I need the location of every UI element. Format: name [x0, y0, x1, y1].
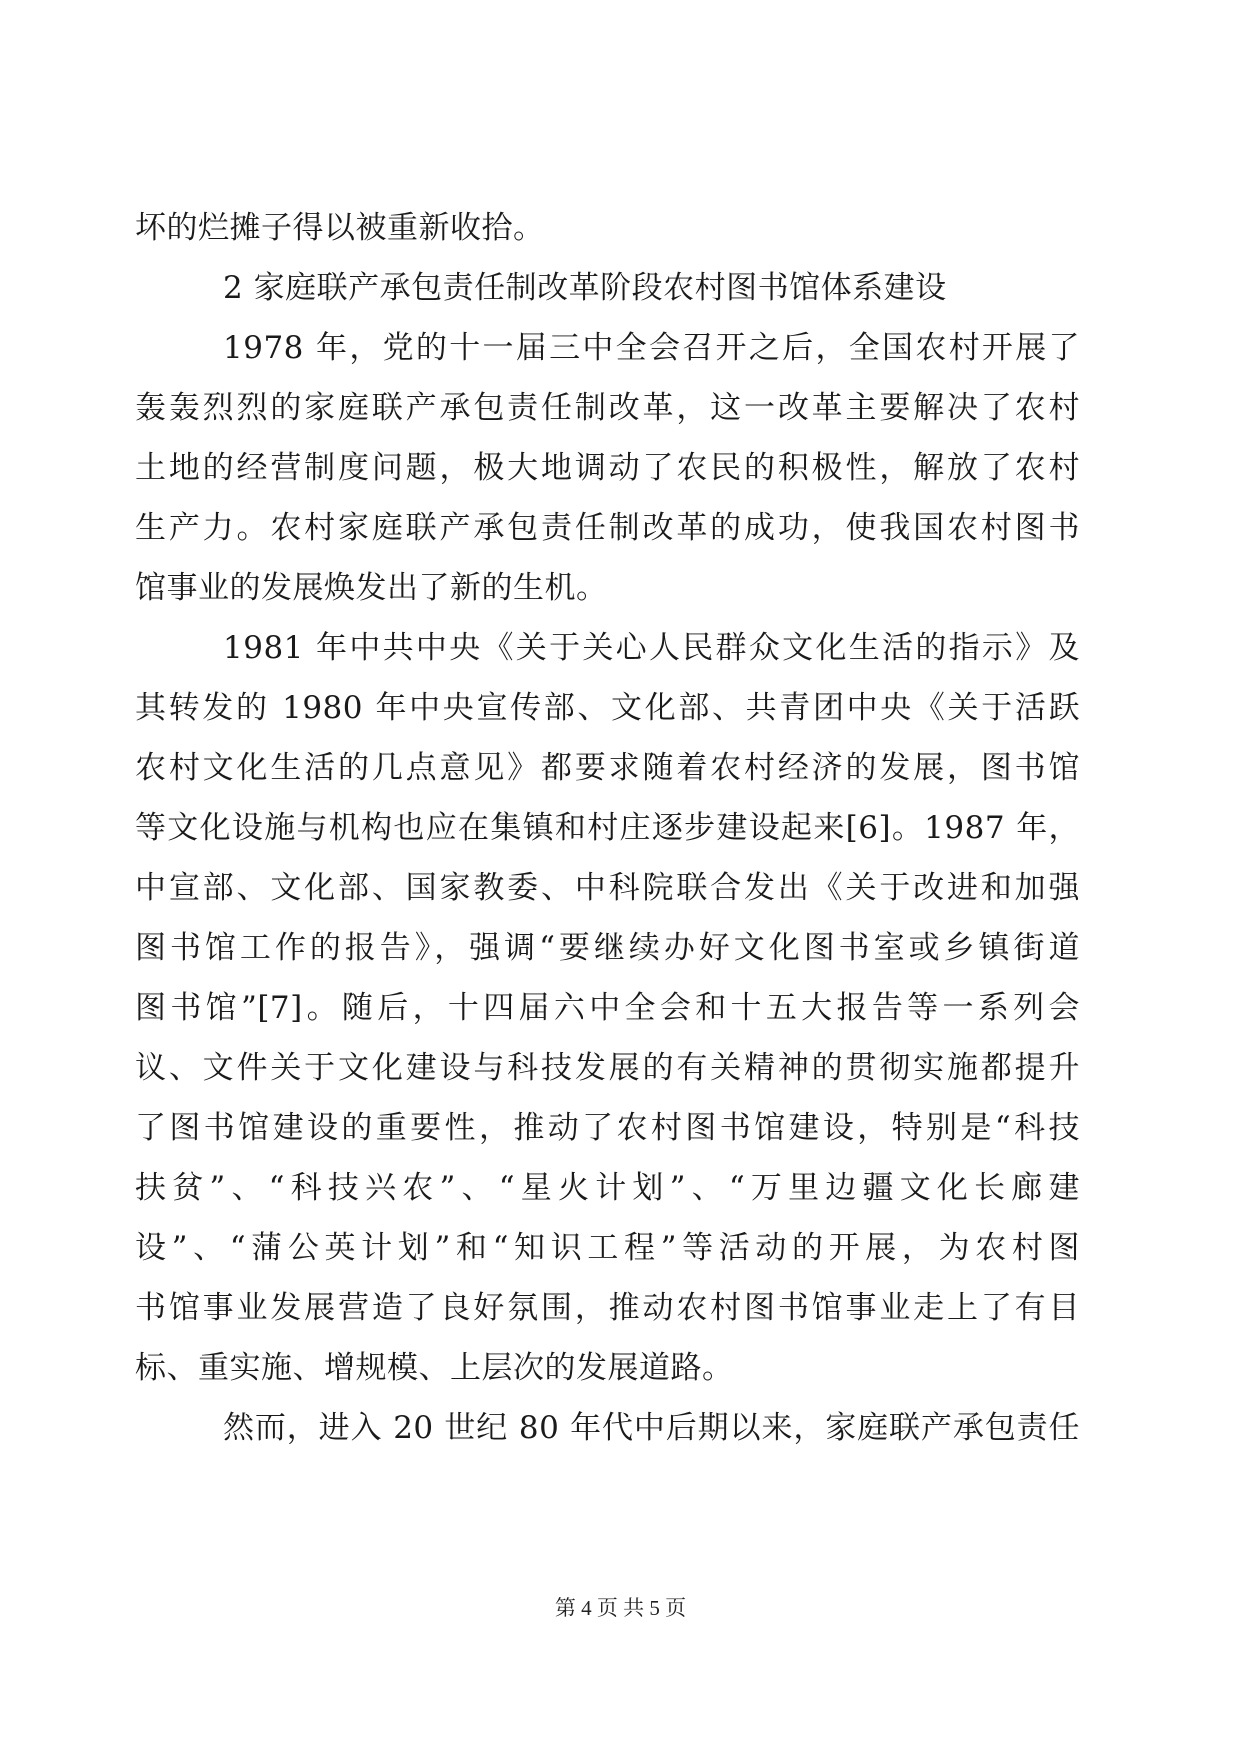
text-line: 标、重实施、增规模、上层次的发展道路。 — [135, 1350, 734, 1386]
text-line: 农村文化生活的几点意见》都要求随着农村经济的发展，图书馆 — [135, 750, 1080, 786]
text-line: 1981 年中共中央《关于关心人民群众文化生活的指示》及 — [223, 630, 1080, 666]
text-line: 坏的烂摊子得以被重新收拾。 — [135, 210, 545, 246]
text-line: 馆事业的发展焕发出了新的生机。 — [135, 570, 608, 606]
document-body — [135, 198, 1080, 1458]
text-line: 图书馆”[7]。随后，十四届六中全会和十五大报告等一系列会 — [135, 990, 1080, 1026]
text-line: 图书馆工作的报告》，强调“要继续办好文化图书室或乡镇街道 — [135, 930, 1080, 966]
text-line: 然而，进入 20 世纪 80 年代中后期以来，家庭联产承包责任 — [223, 1410, 1080, 1446]
text-line: 了图书馆建设的重要性，推动了农村图书馆建设，特别是“科技 — [135, 1110, 1080, 1146]
text-line: 其转发的 1980 年中央宣传部、文化部、共青团中央《关于活跃 — [135, 690, 1080, 726]
page-number-footer: 第 4 页 共 5 页 — [554, 1596, 687, 1620]
text-line: 1978 年，党的十一届三中全会召开之后，全国农村开展了 — [223, 330, 1080, 366]
text-line: 书馆事业发展营造了良好氛围，推动农村图书馆事业走上了有目 — [135, 1290, 1080, 1326]
text-line: 生产力。农村家庭联产承包责任制改革的成功，使我国农村图书 — [135, 510, 1080, 546]
text-line: 设”、“蒲公英计划”和“知识工程”等活动的开展，为农村图 — [135, 1230, 1080, 1266]
text-line: 中宣部、文化部、国家教委、中科院联合发出《关于改进和加强 — [135, 870, 1080, 906]
text-line: 扶贫”、“科技兴农”、“星火计划”、“万里边疆文化长廊建 — [135, 1170, 1080, 1206]
text-line: 轰轰烈烈的家庭联产承包责任制改革，这一改革主要解决了农村 — [135, 390, 1080, 426]
section-heading: 2 家庭联产承包责任制改革阶段农村图书馆体系建设 — [223, 270, 947, 306]
text-line: 等文化设施与机构也应在集镇和村庄逐步建设起来[6]。1987 年， — [135, 810, 1080, 846]
text-line: 土地的经营制度问题，极大地调动了农民的积极性，解放了农村 — [135, 450, 1080, 486]
text-line: 议、文件关于文化建设与科技发展的有关精神的贯彻实施都提升 — [135, 1050, 1080, 1086]
